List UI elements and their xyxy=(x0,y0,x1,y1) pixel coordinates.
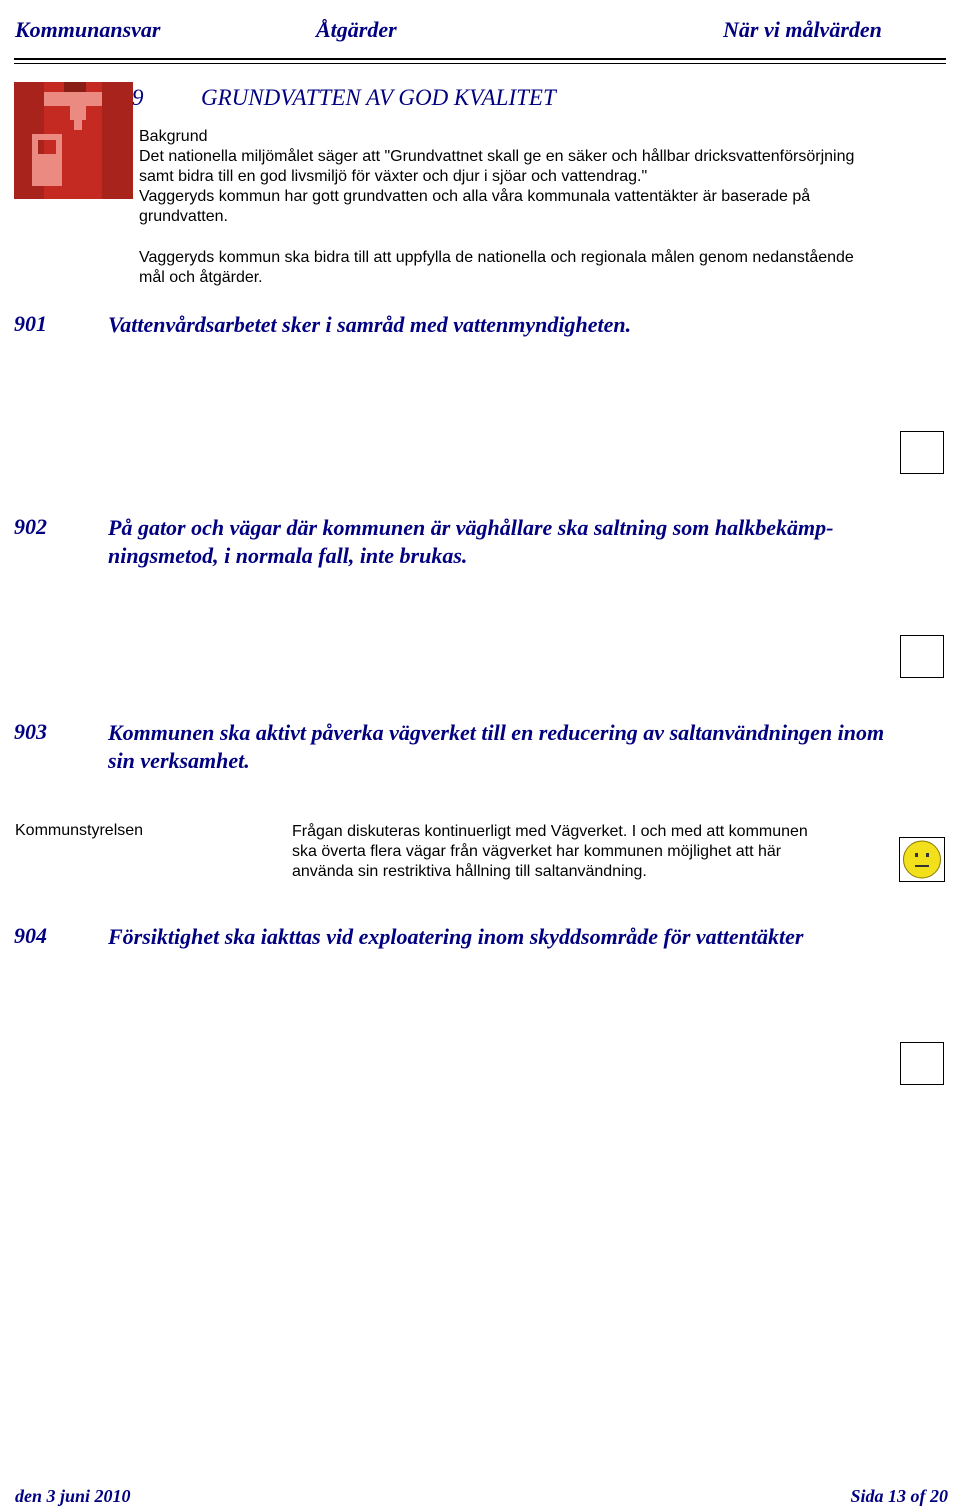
item-line: sin verksamhet. xyxy=(108,748,250,773)
comment-line: Frågan diskuteras kontinuerligt med Vägverket. I och med att kommunen xyxy=(292,823,808,840)
section-number: 9 xyxy=(132,85,144,110)
item-line: ningsmetod, i normala fall, inte brukas. xyxy=(108,543,468,568)
intro-line: Vaggeryds kommun ska bidra till att uppfylla de nationella och regionala målen genom nedanstående xyxy=(139,249,854,266)
item-line: Kommunen ska aktivt påverka vägverket till en reducering av saltanvändningen inom xyxy=(108,720,885,745)
item-line: På gator och vägar där kommunen är väghållare ska saltning som halkbekämp- xyxy=(108,515,834,540)
status-checkbox-904[interactable] xyxy=(900,1042,944,1085)
header-atgarder: Åtgärder xyxy=(316,17,397,42)
background-heading: Bakgrund xyxy=(139,128,208,145)
header-rule-thin xyxy=(14,63,946,64)
intro-block xyxy=(139,248,929,288)
status-comment xyxy=(292,822,872,882)
section-title: GRUNDVATTEN AV GOD KVALITET xyxy=(201,85,556,110)
footer-date: den 3 juni 2010 xyxy=(15,1486,131,1506)
item-line: Vattenvårdsarbetet sker i samråd med vattenmyndigheten. xyxy=(108,312,632,337)
background-block xyxy=(139,127,929,227)
item-text-903 xyxy=(108,719,950,775)
item-number-903: 903 xyxy=(14,719,47,744)
item-line: Försiktighet ska iakttas vid exploatering inom skyddsområde för vattentäkter xyxy=(108,924,804,949)
footer-page-number: Sida 13 of 20 xyxy=(850,1486,948,1506)
item-number-904: 904 xyxy=(14,923,47,948)
neutral-smiley-icon xyxy=(900,838,944,881)
item-text-904 xyxy=(108,923,950,951)
water-tap-icon xyxy=(14,82,133,199)
header-kommunansvar: Kommunansvar xyxy=(15,17,161,42)
header-malvarden: När vi målvärden xyxy=(723,17,882,42)
background-line: grundvatten. xyxy=(139,208,228,225)
item-number-901: 901 xyxy=(14,311,47,336)
background-line: samt bidra till en god livsmiljö för växter och djur i sjöar och vattendrag." xyxy=(139,168,648,185)
status-checkbox-903[interactable] xyxy=(899,837,945,882)
comment-line: använda sin restriktiva hållning till saltanvändning. xyxy=(292,863,647,880)
background-line: Vaggeryds kommun har gott grundvatten och alla våra kommunala vattentäkter är baserade på xyxy=(139,188,811,205)
header-rule xyxy=(14,58,946,60)
status-checkbox-902[interactable] xyxy=(900,635,944,678)
item-number-902: 902 xyxy=(14,514,47,539)
status-checkbox-901[interactable] xyxy=(900,431,944,474)
comment-line: ska överta flera vägar från vägverket har kommunen möjlighet att här xyxy=(292,843,782,860)
background-line: Det nationella miljömålet säger att "Grundvattnet skall ge en säker och hållbar dricksvattenförsörjning xyxy=(139,148,855,165)
item-text-902 xyxy=(108,514,950,570)
item-text-901 xyxy=(108,311,950,339)
intro-line: mål och åtgärder. xyxy=(139,269,263,286)
responsible-unit: Kommunstyrelsen xyxy=(15,822,144,839)
